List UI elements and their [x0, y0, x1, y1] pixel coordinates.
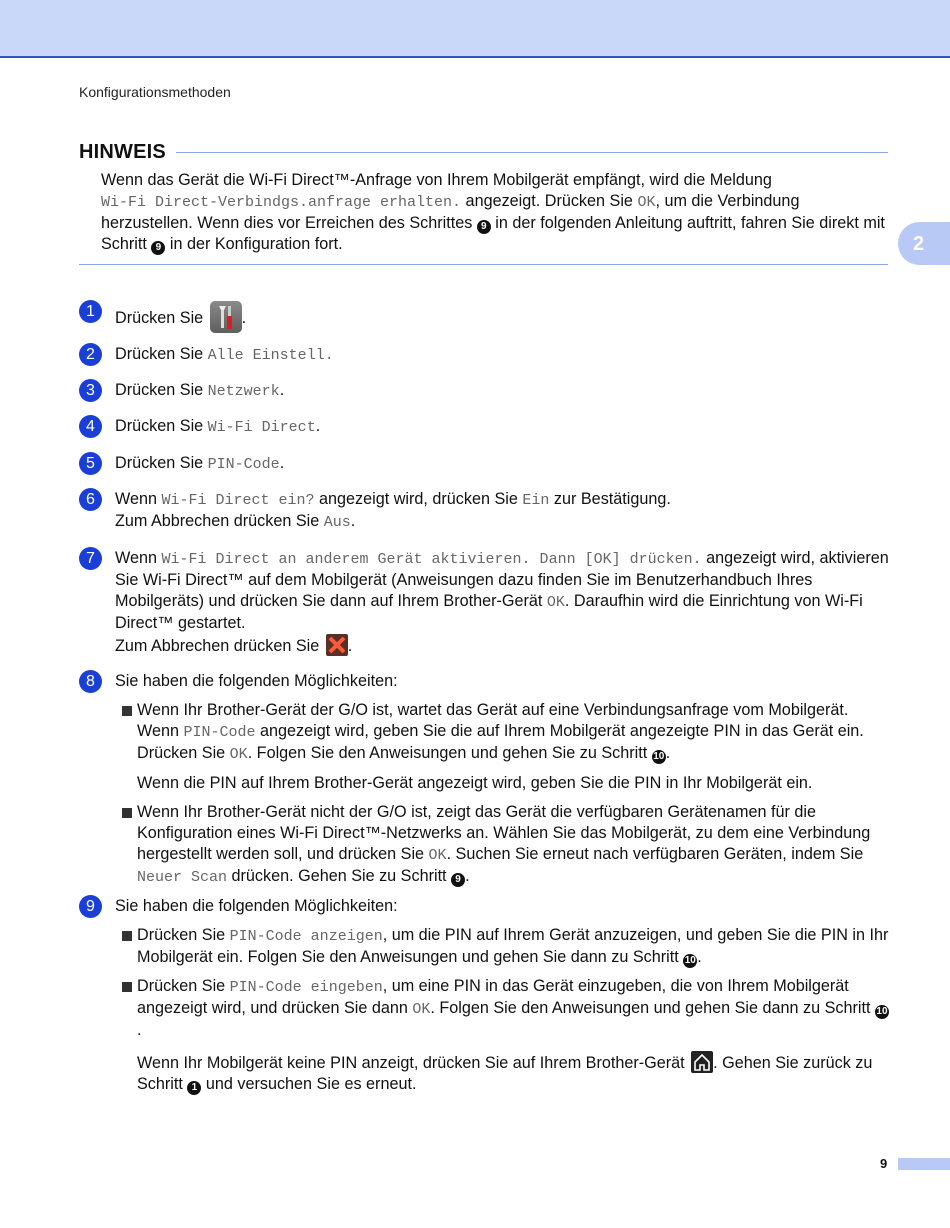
step-number: 7 — [79, 547, 102, 570]
step-ref: 1 — [187, 1081, 201, 1095]
step-9 — [79, 896, 891, 1095]
step-4: 4 Drücken Sie Wi-Fi Direct. — [79, 416, 891, 438]
step-1: 1 Drücken Sie . — [79, 301, 891, 333]
step-ref: 10 — [684, 955, 696, 966]
list-item: Drücken Sie PIN-Code eingeben, um eine PIN in das Gerät einzugeben, die von Ihrem Mobilgerät angezeigt wird, und drücken Sie dann OK. Folgen Sie den Anweisungen und gehen Sie dann zu Schritt 10. Wenn Ihr Mobilgerät keine PIN anzeigt, drücken Sie auf Ihrem Brother-Gerät . Gehen Sie zurück zu Schritt 1 und versuchen Sie es erneut. — [116, 976, 891, 1095]
step-7: 7 Wenn Wi-Fi Direct an anderem Gerät aktivieren. Dann [OK] drücken. angezeigt wird, aktivieren Sie Wi-Fi Direct™ auf dem Mobilgerät (Anweisungen dazu finden Sie im Benutzerhandbuch Ihres Mobilgeräts) und drücken Sie dann auf Ihrem Brother-Gerät OK. Daraufhin wird die Einrichtung von Wi-Fi Direct™ gestartet. Zum Abbrechen drücken Sie . — [79, 548, 891, 657]
step-number: 1 — [79, 300, 102, 323]
step-8 — [79, 671, 891, 888]
bullet — [122, 982, 132, 992]
note-divider-bottom — [79, 264, 888, 265]
step-2: 2 Drücken Sie Alle Einstell. — [79, 344, 891, 366]
chapter-tab — [898, 222, 950, 265]
note-title: HINWEIS — [79, 141, 166, 163]
step-number: 9 — [79, 895, 102, 918]
step-intro: Sie haben die folgenden Möglichkeiten: — [115, 897, 398, 915]
step-intro: Sie haben die folgenden Möglichkeiten: — [115, 672, 398, 690]
bullet — [122, 808, 132, 818]
step-number: 3 — [79, 379, 102, 402]
step-number: 6 — [79, 488, 102, 511]
list-item: Drücken Sie PIN-Code anzeigen, um die PIN auf Ihrem Gerät anzuzeigen, und geben Sie die PIN in Ihr Mobilgerät ein. Folgen Sie den Anweisungen und gehen Sie dann zu Schritt 10. — [116, 925, 891, 968]
step-6: 6 Wenn Wi-Fi Direct ein? angezeigt wird, drücken Sie Ein zur Bestätigung. Zum Abbrechen drücken Sie Aus. — [79, 489, 891, 533]
top-band — [0, 0, 950, 58]
step-number: 8 — [79, 670, 102, 693]
step-ref: 10 — [876, 1006, 888, 1017]
step-5: 5 Drücken Sie PIN-Code. — [79, 453, 891, 475]
step-3: 3 Drücken Sie Netzwerk. — [79, 380, 891, 402]
running-header: Konfigurationsmethoden — [79, 84, 231, 100]
list-item: Wenn Ihr Brother-Gerät der G/O ist, wartet das Gerät auf eine Verbindungsanfrage vom Mobilgerät. Wenn PIN-Code angezeigt wird, geben Sie die auf Ihrem Mobilgerät angezeigte PIN in das Gerät ein. Drücken Sie OK. Folgen Sie den Anweisungen und gehen Sie zu Schritt 10. Wenn die PIN auf Ihrem Brother-Gerät angezeigt wird, geben Sie die PIN in Ihr Mobilgerät ein. — [116, 700, 891, 794]
cancel-x-icon — [326, 634, 348, 656]
bullet — [122, 931, 132, 941]
home-icon — [691, 1051, 713, 1073]
note-body: Wenn das Gerät die Wi-Fi Direct™-Anfrage von Ihrem Mobilgerät empfängt, wird die Meldung Wi-Fi Direct-Verbindgs.anfrage erhalten. angezeigt. Drücken Sie OK, um die Verbindung herzustellen. Wenn dies vor Erreichen des Schrittes 9 in der folgenden Anleitung auftritt, fahren Sie direkt mit Schritt 9 in der Konfiguration fort. — [101, 171, 885, 253]
bullet — [122, 706, 132, 716]
step-number: 5 — [79, 452, 102, 475]
step-number: 2 — [79, 343, 102, 366]
step-number: 4 — [79, 415, 102, 438]
step-ref: 9 — [451, 873, 465, 887]
step-ref: 9 — [151, 241, 165, 255]
step-ref: 9 — [477, 220, 491, 234]
list-item: Wenn Ihr Brother-Gerät nicht der G/O ist, zeigt das Gerät die verfügbaren Gerätenamen für die Konfiguration eines Wi-Fi Direct™-Netzwerks an. Wählen Sie das Mobilgerät, zu dem eine Verbindung hergestellt werden soll, und drücken Sie OK. Suchen Sie erneut nach verfügbaren Geräten, indem Sie Neuer Scan drücken. Gehen Sie zu Schritt 9 . — [116, 802, 891, 888]
note-divider-top — [176, 152, 888, 153]
chapter-tab-number: 2 — [913, 233, 925, 255]
footer-bar — [898, 1158, 950, 1170]
tools-icon — [210, 301, 242, 333]
step-ref: 10 — [653, 751, 665, 762]
page-number: 9 — [880, 1156, 888, 1171]
